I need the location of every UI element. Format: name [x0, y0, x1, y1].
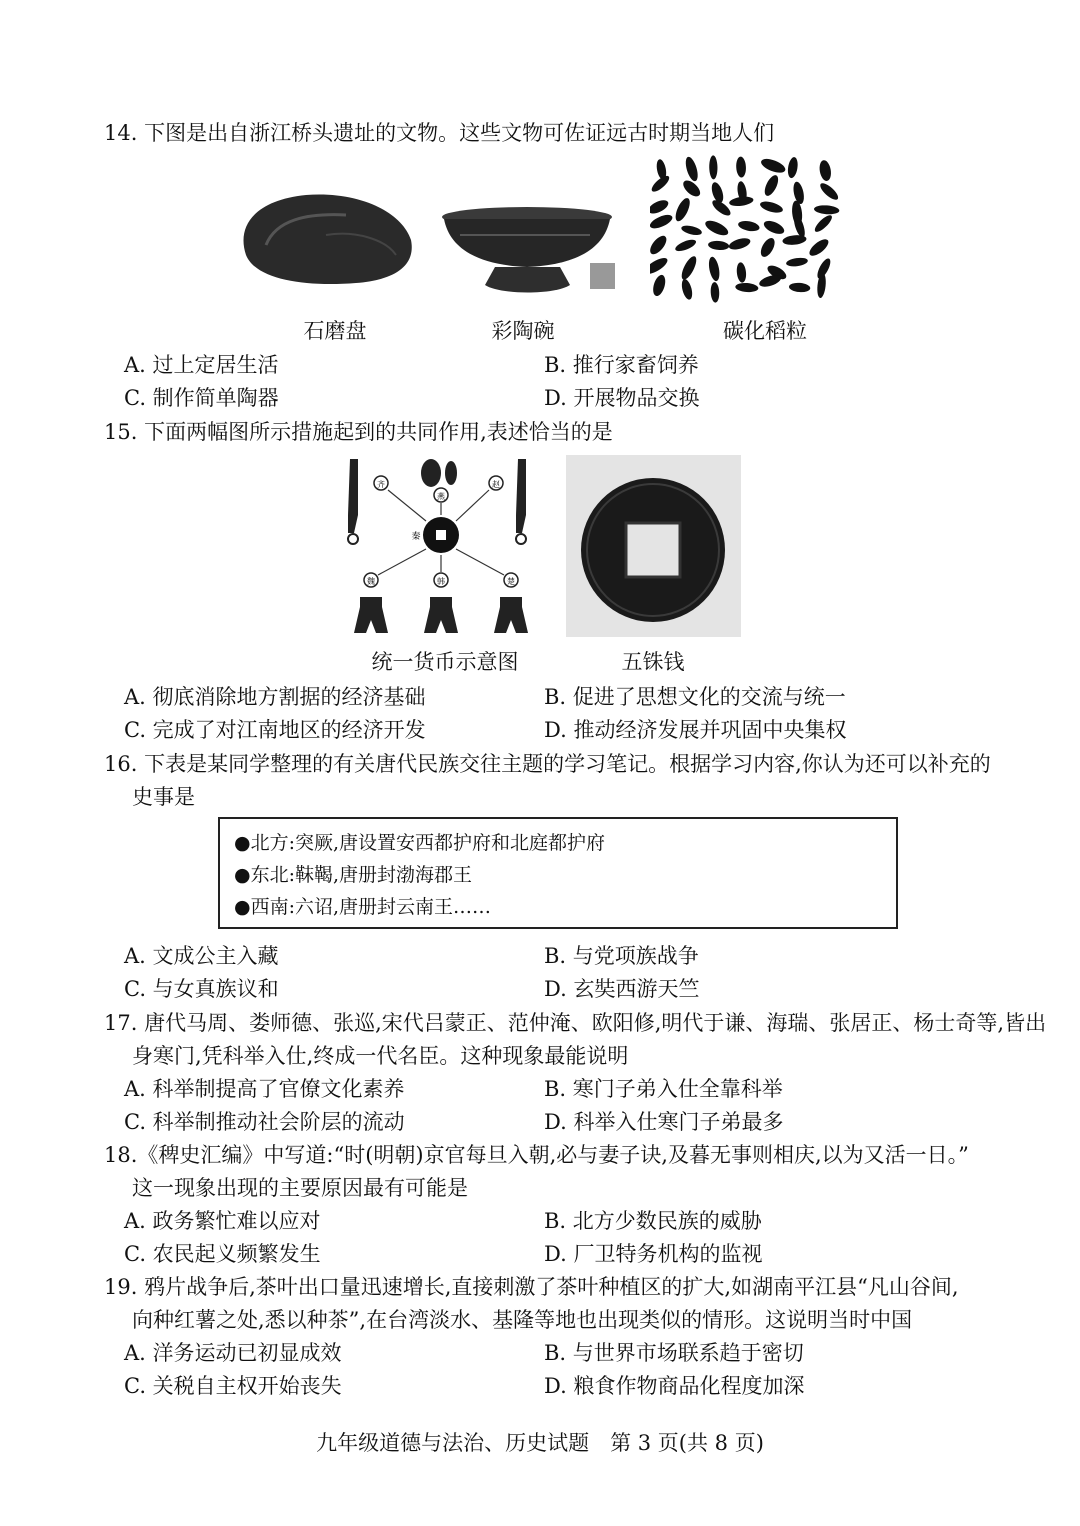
q18-option-c[interactable]: C. 农民起义频繁发生 [124, 1242, 321, 1266]
rice-grain [818, 181, 841, 203]
rice-grain [679, 254, 699, 281]
label-wei: 魏 [367, 577, 375, 586]
rice-grain [728, 236, 752, 252]
page-footer: 九年级道德与法治、历史试题 第 3 页(共 8 页) [316, 1431, 764, 1455]
q18-stem-line1: 18.《稗史汇编》中写道:“时(明朝)京官每旦入朝,必与妻子诀,及暮无事则相庆,以为又活一日。” [104, 1143, 969, 1167]
caption-grinding-stone: 石磨盘 [303, 319, 367, 343]
rice-grain [792, 181, 806, 205]
q14-option-b[interactable]: B. 推行家畜饲养 [544, 353, 699, 377]
q16-option-a[interactable]: A. 文成公主入藏 [124, 944, 279, 968]
rice-grain [680, 224, 702, 237]
caption-carbonized-rice: 碳化稻粒 [723, 319, 807, 343]
rice-grain [758, 236, 777, 259]
label-han: 韩 [437, 577, 445, 586]
q14-option-d[interactable]: D. 开展物品交换 [544, 386, 700, 410]
rice-grain [703, 218, 730, 238]
q19-option-d[interactable]: D. 粮食作物商品化程度加深 [544, 1374, 805, 1398]
rice-grain [759, 199, 784, 214]
rice-grain [680, 278, 694, 301]
q16-option-d[interactable]: D. 玄奘西游天竺 [544, 977, 700, 1001]
label-zhao: 赵 [492, 480, 500, 489]
label-yan: 燕 [437, 492, 445, 501]
label-chu: 楚 [507, 577, 515, 586]
grinding-stone-image [236, 185, 416, 293]
q16-stem-line1: 16. 下表是某同学整理的有关唐代民族交往主题的学习笔记。根据学习内容,你认为还可以补充的 [104, 752, 991, 776]
q19-option-c[interactable]: C. 关税自主权开始丧失 [124, 1374, 342, 1398]
rice-grain [762, 173, 781, 198]
q19-option-a[interactable]: A. 洋务运动已初显成效 [124, 1341, 342, 1365]
q18-option-d[interactable]: D. 厂卫特务机构的监视 [544, 1242, 763, 1266]
note-northeast: ●东北:靺鞨,唐册封渤海郡王 [234, 864, 473, 886]
rice-grain [814, 205, 840, 216]
caption-painted-bowl: 彩陶碗 [491, 319, 555, 343]
rice-grain [787, 156, 799, 178]
rice-grain [729, 195, 754, 207]
rice-grain [708, 240, 730, 251]
rice-grain [651, 273, 668, 297]
rice-grain [737, 219, 760, 232]
rice-grain [736, 262, 747, 283]
q18-option-a[interactable]: A. 政务繁忙难以应对 [124, 1209, 321, 1233]
rice-grain [735, 282, 759, 293]
rice-grain [789, 282, 811, 293]
q15-option-b[interactable]: B. 促进了思想文化的交流与统一 [544, 685, 846, 709]
q19-stem-line1: 19. 鸦片战争后,茶叶出口量迅速增长,直接刺激了茶叶种植区的扩大,如湖南平江县“凡山谷间, [104, 1275, 959, 1299]
rice-grain [759, 156, 787, 175]
q15-option-c[interactable]: C. 完成了对江南地区的经济开发 [124, 718, 426, 742]
note-southwest: ●西南:六诏,唐册封云南王…… [234, 896, 492, 918]
q17-option-d[interactable]: D. 科举入仕寒门子弟最多 [544, 1110, 784, 1134]
rice-grain [650, 198, 670, 217]
rice-grain [818, 159, 832, 182]
q17-stem-line2: 身寒门,凭科举入仕,终成一代名臣。这种现象最能说明 [132, 1044, 629, 1068]
label-qi: 齐 [377, 480, 385, 489]
rice-grain [650, 212, 674, 231]
rice-grain [650, 233, 669, 257]
q15-option-d[interactable]: D. 推动经济发展并巩固中央集权 [544, 718, 847, 742]
q16-stem-line2: 史事是 [132, 785, 195, 809]
q17-stem-line1: 17. 唐代马周、娄师德、张巡,宋代吕蒙正、范仲淹、欧阳修,明代于谦、海瑞、张居正、杨士奇等,皆出 [104, 1011, 1047, 1035]
q17-option-b[interactable]: B. 寒门子弟入仕全靠科举 [544, 1077, 783, 1101]
q18-stem-line2: 这一现象出现的主要原因最有可能是 [132, 1176, 468, 1200]
rice-grain [813, 213, 835, 234]
rice-grain [683, 155, 700, 182]
q16-notes-box [218, 817, 898, 929]
q19-option-b[interactable]: B. 与世界市场联系趋于密切 [544, 1341, 804, 1365]
q14-option-c[interactable]: C. 制作简单陶器 [124, 386, 279, 410]
q15-stem: 15. 下面两幅图所示措施起到的共同作用,表述恰当的是 [104, 420, 613, 444]
q18-option-b[interactable]: B. 北方少数民族的威胁 [544, 1209, 762, 1233]
rice-grain [709, 155, 718, 179]
q19-stem-line2: 向种红薯之处,悉以种茶”,在台湾淡水、基隆等地也出现类似的情形。这说明当时中国 [132, 1308, 913, 1332]
rice-grain [786, 257, 809, 268]
carbonized-rice-image [650, 155, 846, 305]
rice-grain [807, 236, 831, 258]
rice-grain [762, 218, 786, 236]
q17-option-a[interactable]: A. 科举制提高了官僚文化素养 [124, 1077, 405, 1101]
rice-grain [707, 256, 721, 282]
rice-grain [673, 196, 693, 223]
q16-option-c[interactable]: C. 与女真族议和 [124, 977, 279, 1001]
rice-grain [680, 178, 702, 200]
q16-option-b[interactable]: B. 与党项族战争 [544, 944, 699, 968]
caption-wuzhu-coin: 五铢钱 [621, 650, 685, 674]
painted-bowl-image [440, 205, 615, 300]
currency-unification-diagram [336, 455, 546, 640]
rice-grain [710, 282, 720, 303]
note-north: ●北方:突厥,唐设置安西都护府和北庭都护府 [234, 832, 606, 854]
rice-grain [736, 156, 747, 177]
label-qin: 秦 [411, 532, 421, 542]
wuzhu-coin-image [566, 455, 741, 637]
rice-grain [650, 255, 670, 277]
q15-option-a[interactable]: A. 彻底消除地方割据的经济基础 [124, 685, 426, 709]
q14-option-a[interactable]: A. 过上定居生活 [124, 353, 279, 377]
q17-option-c[interactable]: C. 科举制推动社会阶层的流动 [124, 1110, 405, 1134]
caption-currency-diagram: 统一货币示意图 [371, 650, 519, 674]
rice-grain [674, 237, 698, 253]
q14-stem: 14. 下图是出自浙江桥头遗址的文物。这些文物可佐证远古时期当地人们 [104, 121, 775, 145]
